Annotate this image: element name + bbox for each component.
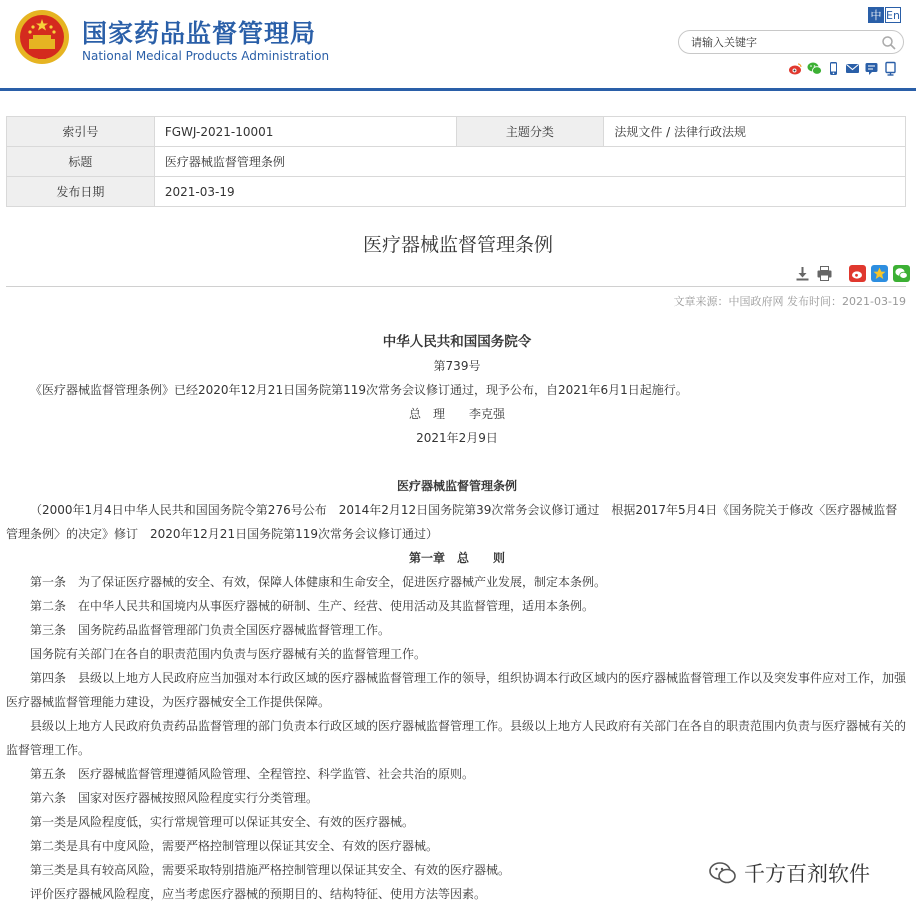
social-links [788,61,898,76]
article-source: 文章来源：中国政府网 发布时间：2021-03-19 [673,295,906,308]
class-1-definition: 第一类是风险程度低，实行常规管理可以保证其安全、有效的医疗器械。 [30,815,415,829]
class-3-definition: 第三类是具有较高风险，需要采取特别措施严格控制管理以保证其安全、有效的医疗器械。 [30,863,511,877]
regulation-title: 医疗器械监督管理条例 [396,479,517,493]
chapter-heading: 第一章 总 则 [408,551,505,565]
date-label: 发布日期 [7,177,155,207]
article-divider [6,286,906,287]
lang-en-button[interactable]: En [886,9,900,22]
article-1: 第一条 为了保证医疗器械的安全、有效，保障人体健康和生命安全，促进医疗器械产业发展，制定本条例。 [30,575,607,589]
share-weibo-icon[interactable] [849,265,866,282]
search-icon[interactable] [881,35,897,51]
table-row [7,177,906,207]
watermark [708,858,870,888]
search-input[interactable] [691,34,871,50]
rss-icon[interactable] [883,61,898,76]
article-body [6,330,908,906]
table-row [7,147,906,177]
title-value: 医疗器械监督管理条例 [154,147,905,177]
revision-history: （2000年1月4日中华人民共和国国务院令第276号公布 2014年2月12日国务院第39次常务会议修订通过 根据2017年5月4日《国务院关于修改〈医疗器械监督管理条例〉的决定》修订 2020年12月21日国务院第119次常务会议修订通过） [6,503,898,541]
article-4: 第四条 县级以上地方人民政府应当加强对本行政区域的医疗器械监督管理工作的领导，组织协调本行政区域内的医疗器械监督管理工作以及突发事件应对工作，加强医疗器械监督管理能力建设，为医疗器械安全工作提供保障。 [6,671,907,709]
national-emblem-icon[interactable] [14,9,70,65]
title-label: 标题 [7,147,155,177]
message-icon[interactable] [864,61,879,76]
decree-issuer: 中华人民共和国国务院令 [382,334,532,350]
print-icon[interactable] [816,265,833,282]
article-5: 第五条 医疗器械监督管理遵循风险管理、全程管控、科学监管、社会共治的原则。 [30,767,475,781]
class-2-definition: 第二类是具有中度风险，需要严格控制管理以保证其安全、有效的医疗器械。 [30,839,439,853]
weibo-icon[interactable] [788,61,803,76]
share-qzone-icon[interactable] [871,265,888,282]
search-box [678,30,904,54]
watermark-text: 千方百剂软件 [744,862,870,886]
article-3-para-2: 国务院有关部门在各自的职责范围内负责与医疗器械有关的监督管理工作。 [30,647,427,661]
tool-spacer [838,265,844,282]
mail-icon[interactable] [845,61,860,76]
category-value: 法规文件 / 法律行政法规 [604,117,906,147]
index-label: 索引号 [7,117,155,147]
article-3: 第三条 国务院药品监督管理部门负责全国医疗器械监督管理工作。 [30,623,391,637]
article-6: 第六条 国家对医疗器械按照风险程度实行分类管理。 [30,791,319,805]
date-value: 2021-03-19 [154,177,905,207]
decree-number: 第739号 [433,359,481,373]
index-value: FGWJ-2021-10001 [154,117,456,147]
risk-evaluation-para: 评价医疗器械风险程度，应当考虑医疗器械的预期目的、结构特征、使用方法等因素。 [30,887,487,901]
table-row [7,117,906,147]
article-2: 第二条 在中华人民共和国境内从事医疗器械的研制、生产、经营、使用活动及其监督管理，适用本条例。 [30,599,595,613]
mobile-icon[interactable] [826,61,841,76]
share-wechat-icon[interactable] [893,265,910,282]
wechat-icon[interactable] [807,61,822,76]
decree-text: 《医疗器械监督管理条例》已经2020年12月21日国务院第119次常务会议修订通过，现予公布，自2021年6月1日起施行。 [30,383,688,397]
lang-zh-button[interactable]: 中 [868,7,884,23]
site-name-cn[interactable]: 国家药品监督管理局 [82,19,317,48]
download-icon[interactable] [794,265,811,282]
premier-signature: 总 理 李克强 [408,407,505,421]
site-header [0,0,916,88]
header-divider [0,88,916,91]
decree-date: 2021年2月9日 [416,431,498,445]
site-name-en[interactable]: National Medical Products Administration [82,49,330,63]
document-meta-table [6,116,906,207]
wechat-watermark-icon [708,860,738,886]
category-label: 主题分类 [456,117,604,147]
article-4-para-2: 县级以上地方人民政府负责药品监督管理的部门负责本行政区域的医疗器械监督管理工作。县级以上地方人民政府有关部门在各自的职责范围内负责与医疗器械有关的监督管理工作。 [6,719,907,757]
article-tools [794,265,910,282]
article-title: 医疗器械监督管理条例 [362,234,553,256]
